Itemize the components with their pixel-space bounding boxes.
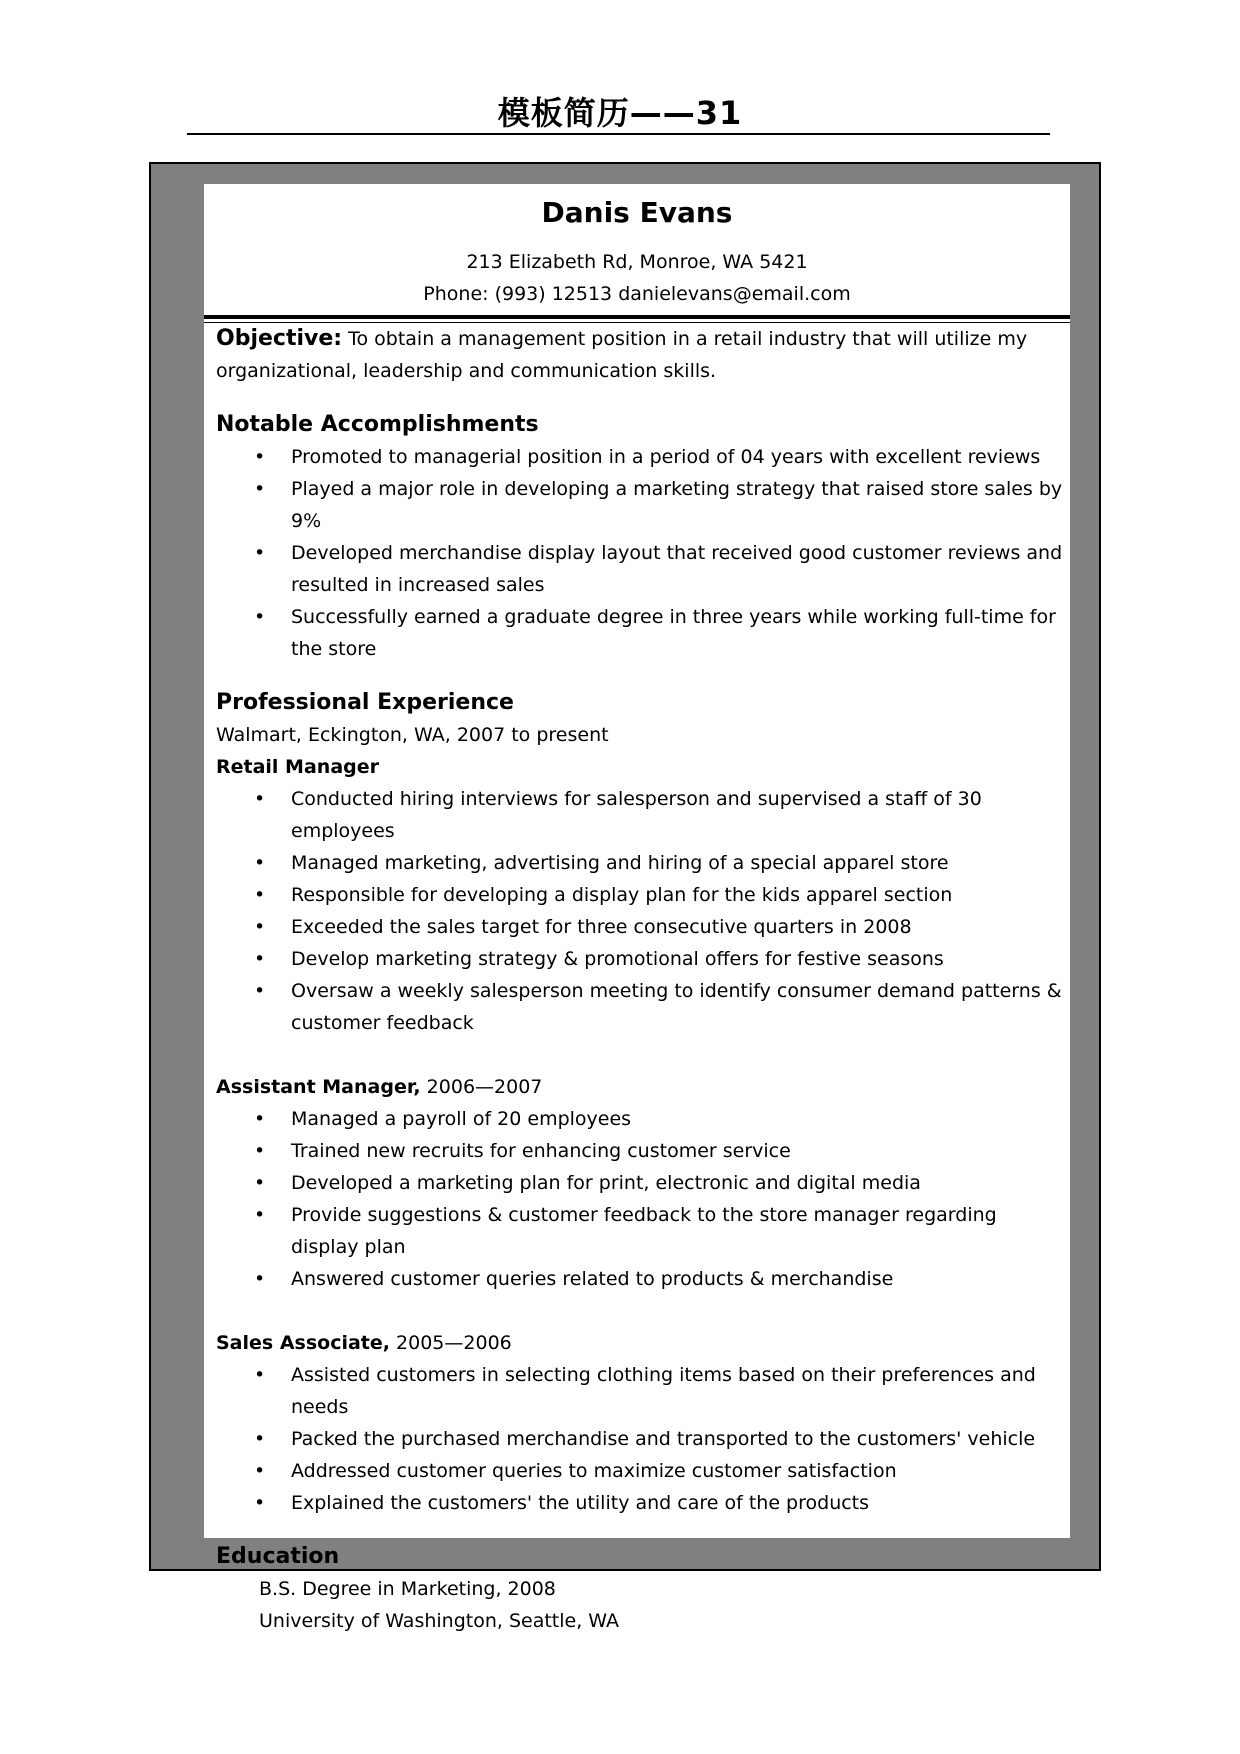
bullet-icon: • (254, 788, 266, 810)
list-item: • Assisted customers in selecting clothing items based on their preferences and needs (216, 1359, 1066, 1423)
list-item: • Explained the customers' the utility and care of the products (216, 1487, 1066, 1519)
education-heading: Education (216, 1544, 340, 1569)
bullet-icon: • (254, 1428, 266, 1450)
bullet-icon: • (254, 1492, 266, 1514)
accomplishments-list (216, 441, 1066, 665)
list-item: • Developed merchandise display layout that received good customer reviews and resulted in increased sales (216, 537, 1066, 601)
address-line: 213 Elizabeth Rd, Monroe, WA 5421 (466, 251, 808, 273)
list-item: • Successfully earned a graduate degree in three years while working full-time for the store (216, 601, 1066, 665)
objective-label: Objective: (216, 326, 343, 351)
bullet-icon: • (254, 852, 266, 874)
bullet-icon: • (254, 1364, 266, 1386)
list-item: • Promoted to managerial position in a period of 04 years with excellent reviews (216, 441, 1066, 473)
bullet-icon: • (254, 948, 266, 970)
resume-sheet (204, 184, 1070, 1632)
list-item: • Answered customer queries related to products & merchandise (216, 1263, 1066, 1295)
experience-heading: Professional Experience (216, 690, 514, 715)
bullet-icon: • (254, 1204, 266, 1226)
header-divider-thick (204, 315, 1070, 319)
bullet-icon: • (254, 916, 266, 938)
list-item: • Played a major role in developing a marketing strategy that raised store sales by 9% (216, 473, 1066, 537)
bullet-icon: • (254, 980, 266, 1002)
objective-text: To obtain a management position in a retail industry that will utilize my organizational, leadership and communication skills. (216, 328, 1028, 382)
list-item: • Addressed customer queries to maximize customer satisfaction (216, 1455, 1066, 1487)
sales-associate-duties (216, 1359, 1066, 1519)
degree-line: B.S. Degree in Marketing, 2008 (259, 1578, 556, 1600)
list-item: • Developed a marketing plan for print, electronic and digital media (216, 1167, 1066, 1199)
list-item: • Managed marketing, advertising and hiring of a special apparel store (216, 847, 1066, 879)
phone-email-line: Phone: (993) 12513 danielevans@email.com (423, 283, 851, 305)
list-item: • Develop marketing strategy & promotional offers for festive seasons (216, 943, 1066, 975)
job-title-sales-associate: Sales Associate, 2005—2006 (216, 1332, 512, 1354)
job-title-retail-manager: Retail Manager (216, 756, 379, 778)
retail-manager-duties (216, 783, 1066, 1039)
list-item: • Trained new recruits for enhancing customer service (216, 1135, 1066, 1167)
accomplishments-heading: Notable Accomplishments (216, 412, 539, 437)
list-item: • Responsible for developing a display plan for the kids apparel section (216, 879, 1066, 911)
list-item: • Provide suggestions & customer feedback to the store manager regarding display plan (216, 1199, 1066, 1263)
bullet-icon: • (254, 446, 266, 468)
bullet-icon: • (254, 1140, 266, 1162)
bullet-icon: • (254, 884, 266, 906)
job-title-assistant-manager: Assistant Manager, 2006—2007 (216, 1076, 543, 1098)
bullet-icon: • (254, 1172, 266, 1194)
bullet-icon: • (254, 478, 266, 500)
bullet-icon: • (254, 542, 266, 564)
objective-section (216, 323, 1066, 387)
bullet-icon: • (254, 1268, 266, 1290)
title-underline (187, 133, 1050, 135)
resume-body (216, 323, 1066, 1637)
document-title: 模板简历——31 (497, 94, 743, 132)
assistant-manager-duties (216, 1103, 1066, 1295)
list-item: • Managed a payroll of 20 employees (216, 1103, 1066, 1135)
bullet-icon: • (254, 1460, 266, 1482)
list-item: • Oversaw a weekly salesperson meeting to identify consumer demand patterns & customer feedback (216, 975, 1066, 1039)
bullet-icon: • (254, 1108, 266, 1130)
employer-line: Walmart, Eckington, WA, 2007 to present (216, 724, 609, 746)
bullet-icon: • (254, 606, 266, 628)
candidate-name: Danis Evans (541, 196, 733, 229)
list-item: • Conducted hiring interviews for salesperson and supervised a staff of 30 employees (216, 783, 1066, 847)
list-item: • Packed the purchased merchandise and transported to the customers' vehicle (216, 1423, 1066, 1455)
list-item: • Exceeded the sales target for three consecutive quarters in 2008 (216, 911, 1066, 943)
school-line: University of Washington, Seattle, WA (259, 1610, 620, 1632)
